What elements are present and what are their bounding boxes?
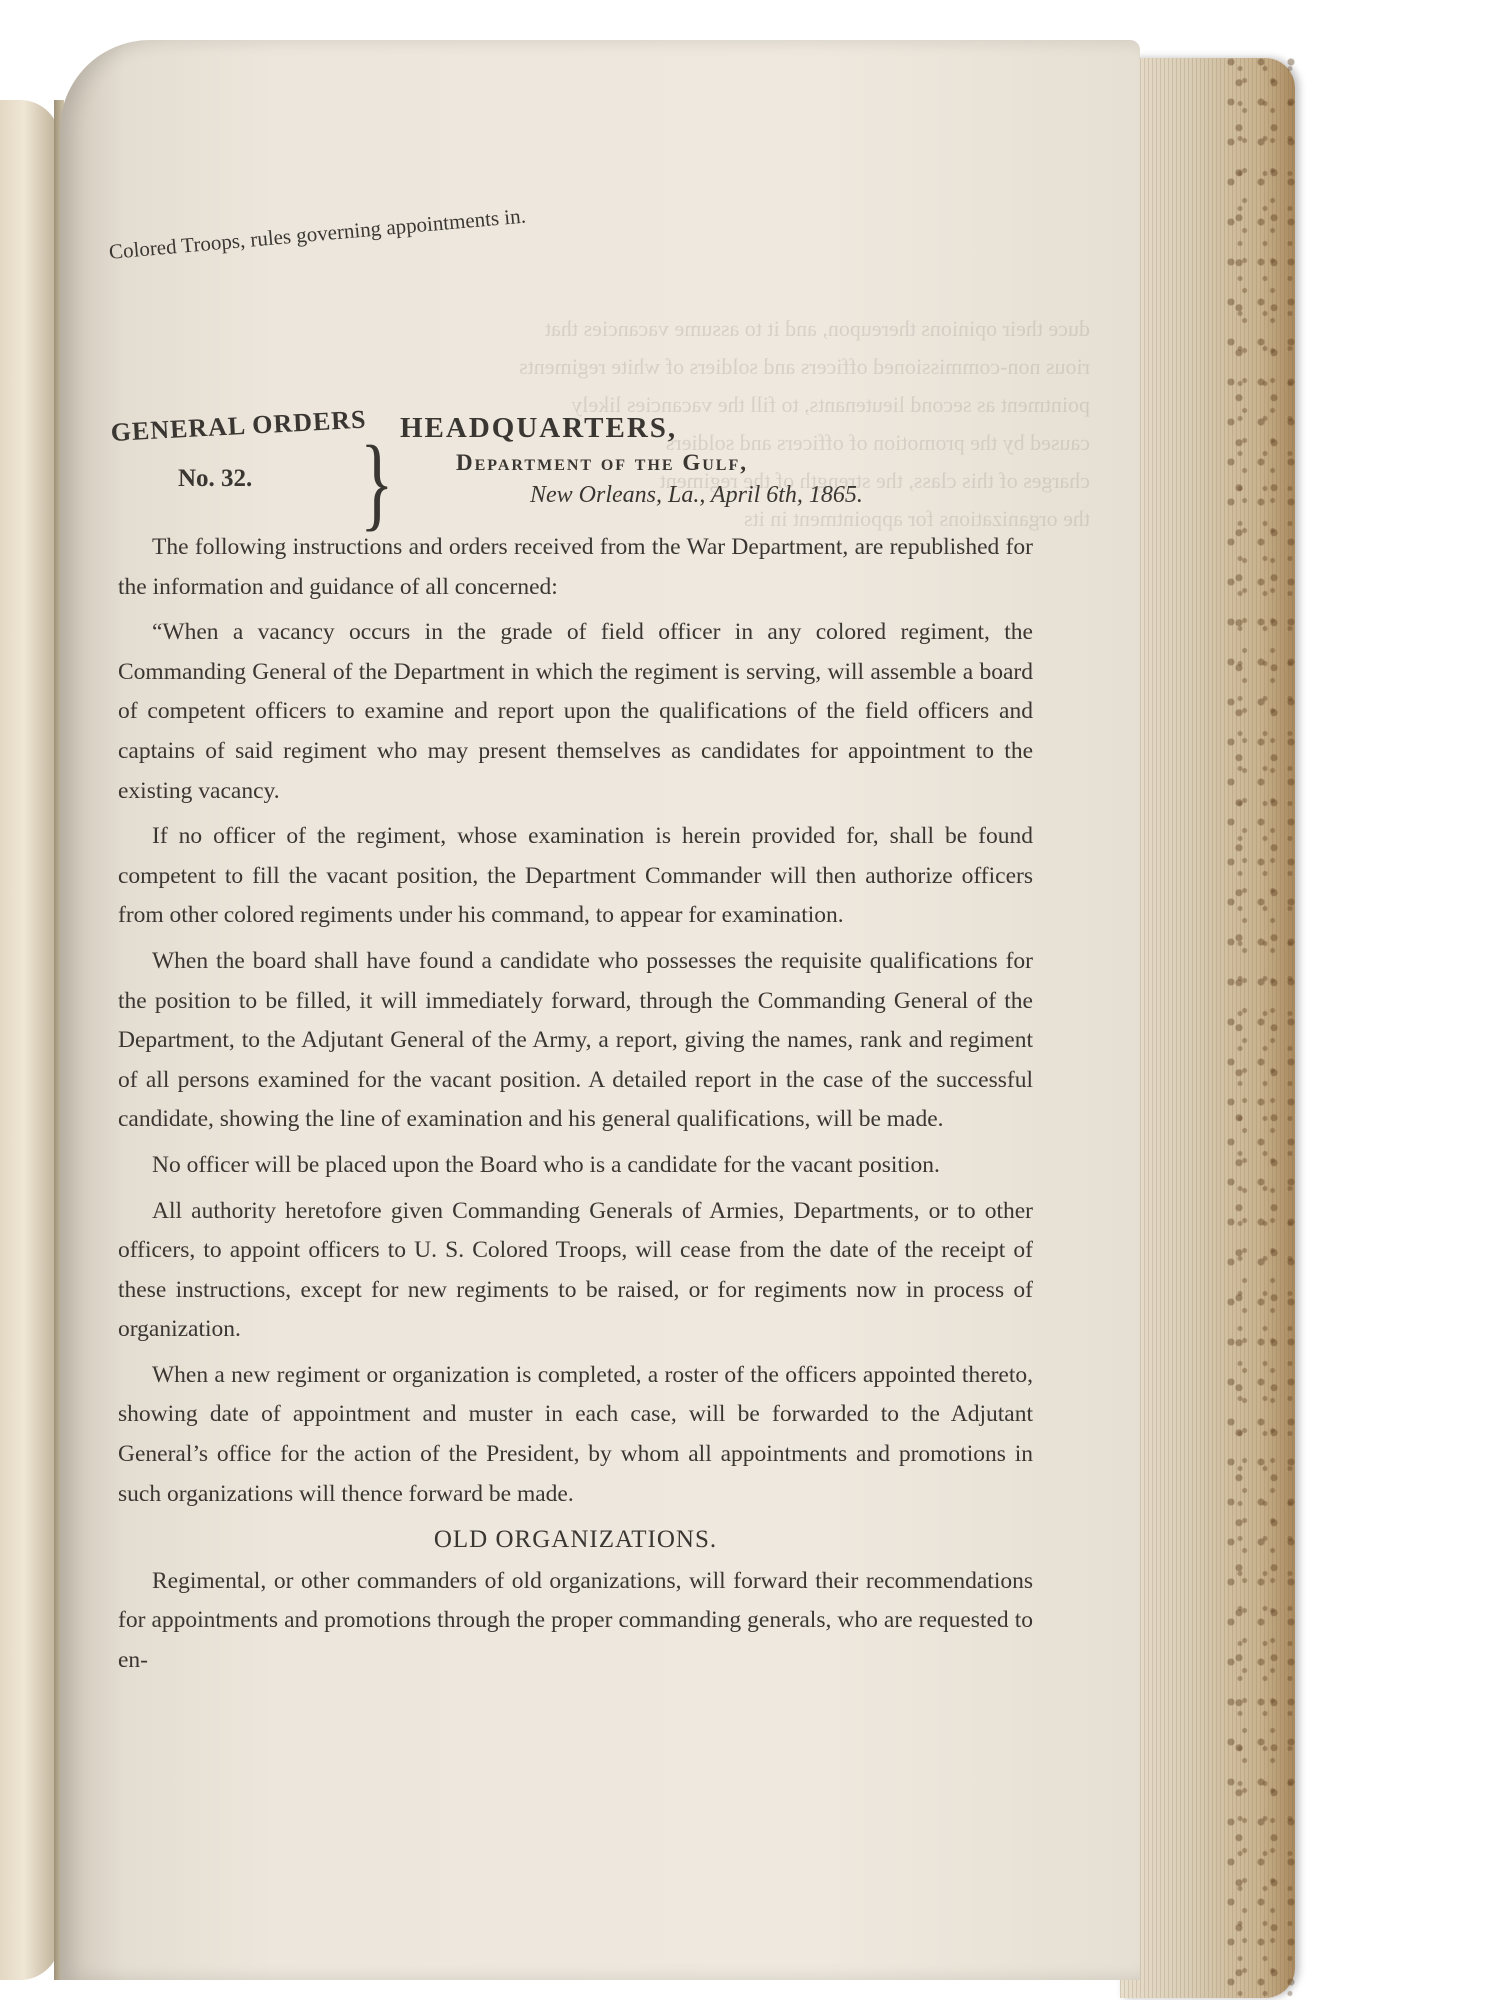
order-title: GENERAL ORDERS bbox=[110, 404, 368, 447]
paragraph: All authority heretofore given Commanding Generals of Armies, Departments, or to other officers, to appoint officers to U. S. Colored Troops, will cease from the date of the receipt of these instructions, except for new regiments to be raised, or for regiments now in process of organization. bbox=[118, 1197, 1033, 1343]
foxing-stains bbox=[1225, 58, 1295, 1998]
section-heading: OLD ORGANIZATIONS. bbox=[433, 1526, 718, 1554]
department-line: Department of the Gulf, bbox=[456, 450, 748, 475]
paragraph: The following instructions and orders received from the War Department, are republished for the information and guidance of all concerned: bbox=[118, 534, 1033, 600]
paragraph: Regimental, or other commanders of old organizations, will forward their recommendations for appointments and promotions through the proper commanding generals, who are requested to en- bbox=[118, 1567, 1033, 1674]
paragraph: No officer will be placed upon the Board who is a candidate for the vacant position. bbox=[152, 1151, 940, 1178]
page-block-edges bbox=[1120, 58, 1295, 1998]
order-number: No. 32. bbox=[178, 465, 253, 492]
place-date-line: New Orleans, La., April 6th, 1865. bbox=[530, 482, 863, 508]
paragraph: If no officer of the regiment, whose examination is herein provided for, shall be found competent to fill the vacant position, the Department Commander will then authorize officers from other colored regiments under his command, to appear for examination. bbox=[118, 823, 1033, 929]
book-page bbox=[60, 40, 1140, 1980]
order-body bbox=[118, 528, 1033, 1687]
brace: } bbox=[360, 426, 394, 542]
paragraph: When the board shall have found a candidate who possesses the requisite qualifications for the position to be filled, it will immediately forward, through the Commanding General of the Department, to the Adjutant General of the Army, a report, giving the names, rank and regiment of all persons examined for the vacant position. A detailed report in the case of the successful candidate, showing the line of examination and his general qualifications, will be made. bbox=[118, 947, 1033, 1133]
headquarters-heading: HEADQUARTERS, bbox=[400, 412, 678, 444]
facing-page bbox=[0, 100, 60, 1980]
running-head: Colored Troops, rules governing appointments in. bbox=[108, 203, 527, 264]
paragraph: When a new regiment or organization is completed, a roster of the officers appointed thereto, showing date of appointment and muster in each case, will be forwarded to the Adjutant General’s office for the action of the President, by whom all appointments and promotions in such organizations will thence forward be made. bbox=[118, 1361, 1033, 1507]
paragraph: “When a vacancy occurs in the grade of field officer in any colored regiment, the Commanding General of the Department in which the regiment is serving, will assemble a board of competent officers to examine and report upon the qualifications of the field officers and captains of said regiment who may present themselves as candidates for appointment to the existing vacancy. bbox=[118, 619, 1033, 804]
show-through-text: duce their opinions thereupon, and it to assume vacancies that rious non-commissioned officers and soldiers of white regiments pointment as second lieutenants, to fill the vacancies likely caused by the promotion of officers and soldiers charges of this class, the strength of the regiment the organizations for appointment in its bbox=[519, 316, 1090, 531]
